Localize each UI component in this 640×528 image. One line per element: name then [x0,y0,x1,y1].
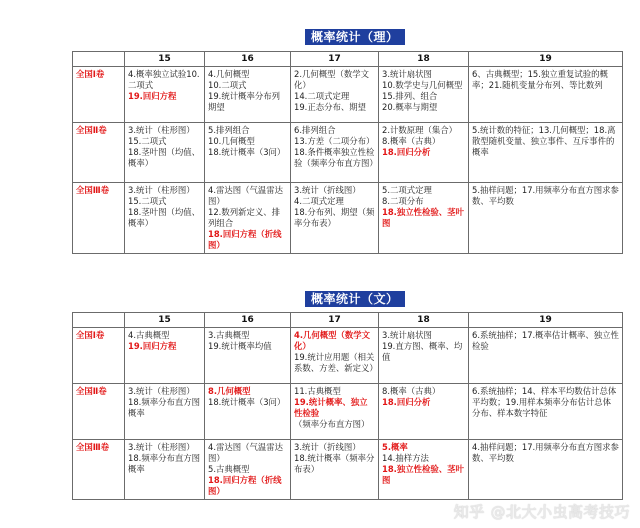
topic-item: 18.统计概率（频率分布表） [294,453,375,474]
topic-item: 3.统计扇状图 [382,330,432,340]
header-row [73,313,623,328]
topic-cell [469,328,623,384]
topic-item: 3.统计（柱形图） [128,185,195,195]
topic-cell [205,384,291,440]
topic-item: 4.雷达图（气温雷达图） [208,442,283,463]
topic-cell [291,328,379,384]
topic-cell [205,123,291,183]
topic-cell [469,440,623,500]
topic-item: 10.二项式 [208,80,247,90]
topic-item: 12.数列新定义、排列组合 [208,207,280,228]
year-header: 19 [469,52,623,67]
topic-cell [291,183,379,254]
year-header: 18 [379,313,469,328]
exam-label: 全国Ⅱ卷 [73,123,125,183]
topic-item: 4.抽样问题；17.用频率分布直方图求参数、平均数 [472,442,619,463]
topic-item: 8.概率（古典） [382,386,441,396]
table-row [73,183,623,254]
watermark: 知乎 @北大小虫高考技巧 [453,503,630,521]
topic-item: 2.计数原理（集合） [382,125,457,135]
topic-cell [125,328,205,384]
topic-item: 11.古典概型 [294,386,341,396]
exam-label: 全国Ⅲ卷 [73,183,125,254]
topic-item: 5.抽样问题；17.用频率分布直方图求参数、平均数 [472,185,619,206]
topic-item: 3.统计（折线图） [294,185,361,195]
topic-item: 19.直方图、概率、均值 [382,341,463,362]
topic-item: 18.条件概率独立性检验（频率分布直方图） [294,147,378,168]
topic-item: 19.统计概率均值 [208,341,272,351]
year-header: 15 [125,313,205,328]
topic-item: 19.正态分布、期望 [294,102,366,112]
topic-cell [379,328,469,384]
topic-item: 18.茎叶图（均值、概率） [128,207,200,228]
science-table [72,51,623,254]
topic-item: 18.回归方程（折线图） [208,475,282,496]
topic-cell [291,440,379,500]
table-row [73,440,623,500]
topic-cell [379,183,469,254]
topic-item: 8.二项分布 [382,196,424,206]
exam-label: 全国Ⅰ卷 [73,328,125,384]
topic-item: 13.方差（二项分布） [294,136,375,146]
topic-item: 18.分布列、期望（频率分布表） [294,207,375,228]
table-row [73,384,623,440]
topic-item: 18.频率分布直方图概率 [128,453,200,474]
topic-cell [379,384,469,440]
section-title-arts: 概率统计（文） [305,291,405,307]
topic-cell [125,384,205,440]
topic-cell [125,67,205,123]
topic-item: 15.二项式 [128,136,167,146]
topic-item: 10.几何概型 [208,136,255,146]
topic-item: 6、古典概型；15.独立重复试验的概率；21.随机变量分布列、等比数列 [472,69,608,90]
topic-item: 5.二项式定理 [382,185,432,195]
topic-item: 4.几何概型（数学文化） [294,330,371,351]
topic-cell [379,123,469,183]
year-header: 16 [205,52,291,67]
header-row [73,52,623,67]
topic-item: 14.抽样方法 [382,453,429,463]
topic-item: 19.回归方程 [128,341,177,351]
exam-label: 全国Ⅰ卷 [73,67,125,123]
topic-cell [205,67,291,123]
topic-item: 19.统计概率分布列期望 [208,91,280,112]
topic-item: （频率分布直方图） [294,419,370,429]
topic-item: 4.古典概型 [128,330,170,340]
year-header: 17 [291,52,379,67]
year-header: 16 [205,313,291,328]
topic-item: 5.古典概型 [208,464,250,474]
topic-cell [291,67,379,123]
topic-item: 6.系统抽样；14、样本平均数估计总体平均数；19.用样本频率分布估计总体分布、样本数字特征 [472,386,617,418]
topic-cell [379,67,469,123]
topic-item: 4.雷达图（气温雷达图） [208,185,283,206]
topic-item: 3.统计（柱形图） [128,386,195,396]
exam-label: 全国Ⅲ卷 [73,440,125,500]
year-header: 15 [125,52,205,67]
topic-item: 18.统计概率（3问） [208,397,286,407]
table-row [73,123,623,183]
topic-cell [125,123,205,183]
topic-item: 15.排列、组合 [382,91,438,101]
topic-item: 6.系统抽样；17.概率估计概率、独立性检验 [472,330,619,351]
topic-item: 19.统计应用题（相关系数、方差、新定义） [294,352,378,373]
topic-cell [205,328,291,384]
year-header: 18 [379,52,469,67]
topic-item: 3.统计（柱形图） [128,125,195,135]
topic-item: 4.概率独立试验10.二项式 [128,69,200,90]
topic-item: 19.回归方程 [128,91,177,101]
topic-item: 18.回归方程（折线图） [208,229,282,250]
topic-cell [469,384,623,440]
topic-item: 3.古典概型 [208,330,250,340]
topic-item: 4.二项式定理 [294,196,344,206]
topic-item: 18.独立性检验、茎叶图 [382,207,464,228]
table-row [73,67,623,123]
topic-item: 18.频率分布直方图概率 [128,397,200,418]
topic-item: 8.几何概型 [208,386,251,396]
topic-cell [125,183,205,254]
topic-cell [469,67,623,123]
topic-item: 15.二项式 [128,196,167,206]
topic-cell [291,384,379,440]
topic-cell [379,440,469,500]
topic-item: 3.统计（柱形图） [128,442,195,452]
topic-item: 5.统计数的特征；13.几何概型；18.离散型随机变量、独立事件、互斥事件的概率 [472,125,616,157]
topic-cell [205,183,291,254]
topic-item: 19.统计概率、独立性检验 [294,397,368,418]
topic-item: 20.概率与期望 [382,102,438,112]
topic-item: 18.回归分析 [382,147,431,157]
arts-table [72,312,623,500]
corner-cell [73,52,125,67]
topic-item: 18.统计概率（3问） [208,147,286,157]
topic-cell [125,440,205,500]
section-title-science: 概率统计（理） [305,29,405,45]
topic-item: 3.统计扇状图 [382,69,432,79]
topic-item: 5.排列组合 [208,125,250,135]
exam-label: 全国Ⅱ卷 [73,384,125,440]
topic-item: 8.概率（古典） [382,136,441,146]
topic-item: 5.概率 [382,442,408,452]
topic-item: 14.二项式定理 [294,91,350,101]
year-header: 17 [291,313,379,328]
topic-cell [291,123,379,183]
topic-item: 18.回归分析 [382,397,431,407]
topic-cell [469,123,623,183]
table-row [73,328,623,384]
topic-item: 4.几何概型 [208,69,250,79]
topic-cell [469,183,623,254]
topic-item: 6.排列组合 [294,125,336,135]
topic-item: 18.茎叶图（均值、概率） [128,147,200,168]
topic-item: 2.几何概型（数学文化） [294,69,369,90]
corner-cell [73,313,125,328]
topic-item: 3.统计（折线图） [294,442,361,452]
topic-item: 10.数学史与几何概型 [382,80,463,90]
topic-item: 18.独立性检验、茎叶图 [382,464,464,485]
topic-cell [205,440,291,500]
year-header: 19 [469,313,623,328]
